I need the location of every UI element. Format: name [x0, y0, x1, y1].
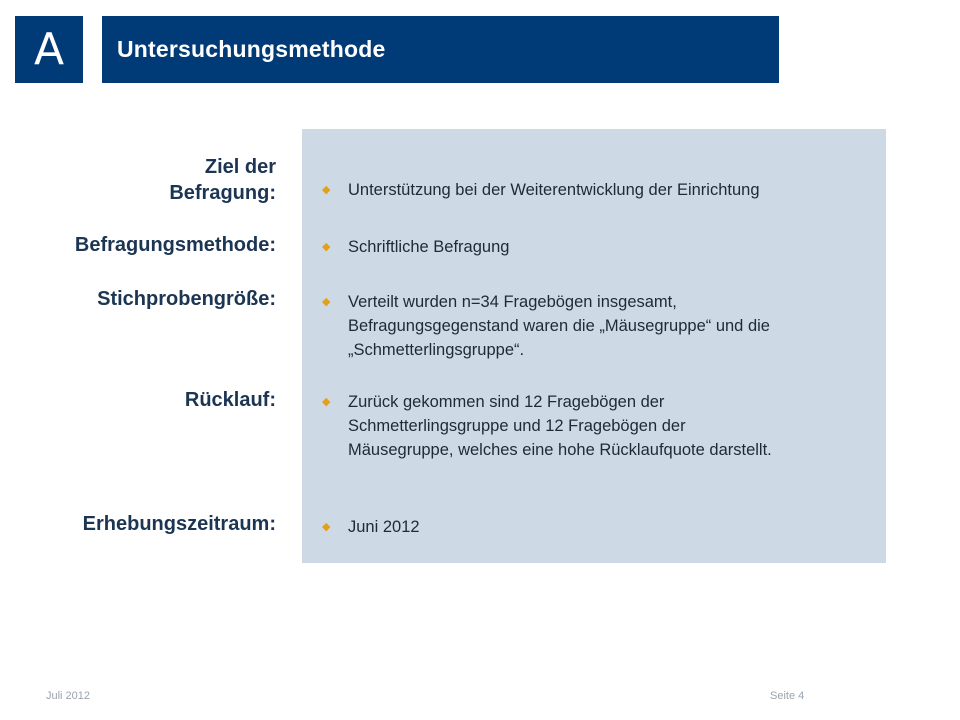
diamond-bullet-icon: ◆	[322, 521, 331, 533]
item-befragungsmethode	[322, 235, 862, 259]
label-befragungsmethode	[75, 232, 276, 258]
item-text-line: Juni 2012	[348, 518, 420, 536]
label-line: Rücklauf:	[184, 389, 276, 411]
item-ziel	[322, 178, 862, 202]
label-stichprobe	[97, 286, 276, 312]
label-line: Befragung:	[169, 182, 276, 204]
item-text-line: Befragungsgegenstand waren die „Mäusegruppe“ und die	[348, 317, 770, 335]
footer-page-number: Seite 4	[770, 690, 805, 702]
item-erhebungszeitraum	[322, 515, 862, 539]
label-ruecklauf	[185, 387, 276, 413]
label-line: Befragungsmethode:	[74, 234, 276, 256]
footer-date: Juli 2012	[46, 690, 91, 702]
diamond-bullet-icon: ◆	[322, 241, 331, 253]
item-text-line: Schmetterlingsgruppe und 12 Fragebögen der	[348, 417, 686, 435]
label-ziel	[169, 154, 276, 206]
item-text-line: Schriftliche Befragung	[348, 238, 510, 256]
label-line: Stichprobengröße:	[97, 288, 276, 310]
label-line: Erhebungszeitraum:	[82, 513, 276, 535]
item-text-line: Mäusegruppe, welches eine hohe Rücklaufquote darstellt.	[348, 441, 772, 459]
page-title: Untersuchungsmethode	[102, 16, 779, 83]
label-line: Ziel der	[204, 156, 276, 178]
diamond-bullet-icon: ◆	[322, 184, 331, 196]
item-text-line: Zurück gekommen sind 12 Fragebögen der	[348, 393, 665, 411]
item-text-line: Unterstützung bei der Weiterentwicklung der Einrichtung	[348, 181, 760, 199]
diamond-bullet-icon: ◆	[322, 396, 331, 408]
item-ruecklauf	[322, 390, 862, 462]
label-erhebungszeitraum	[83, 511, 276, 537]
diamond-bullet-icon: ◆	[322, 296, 331, 308]
item-stichprobe	[322, 290, 862, 362]
item-text-line: „Schmetterlingsgruppe“.	[348, 341, 525, 359]
logo-letter-box: A	[15, 16, 83, 83]
item-text-line: Verteilt wurden n=34 Fragebögen insgesamt,	[348, 293, 677, 311]
